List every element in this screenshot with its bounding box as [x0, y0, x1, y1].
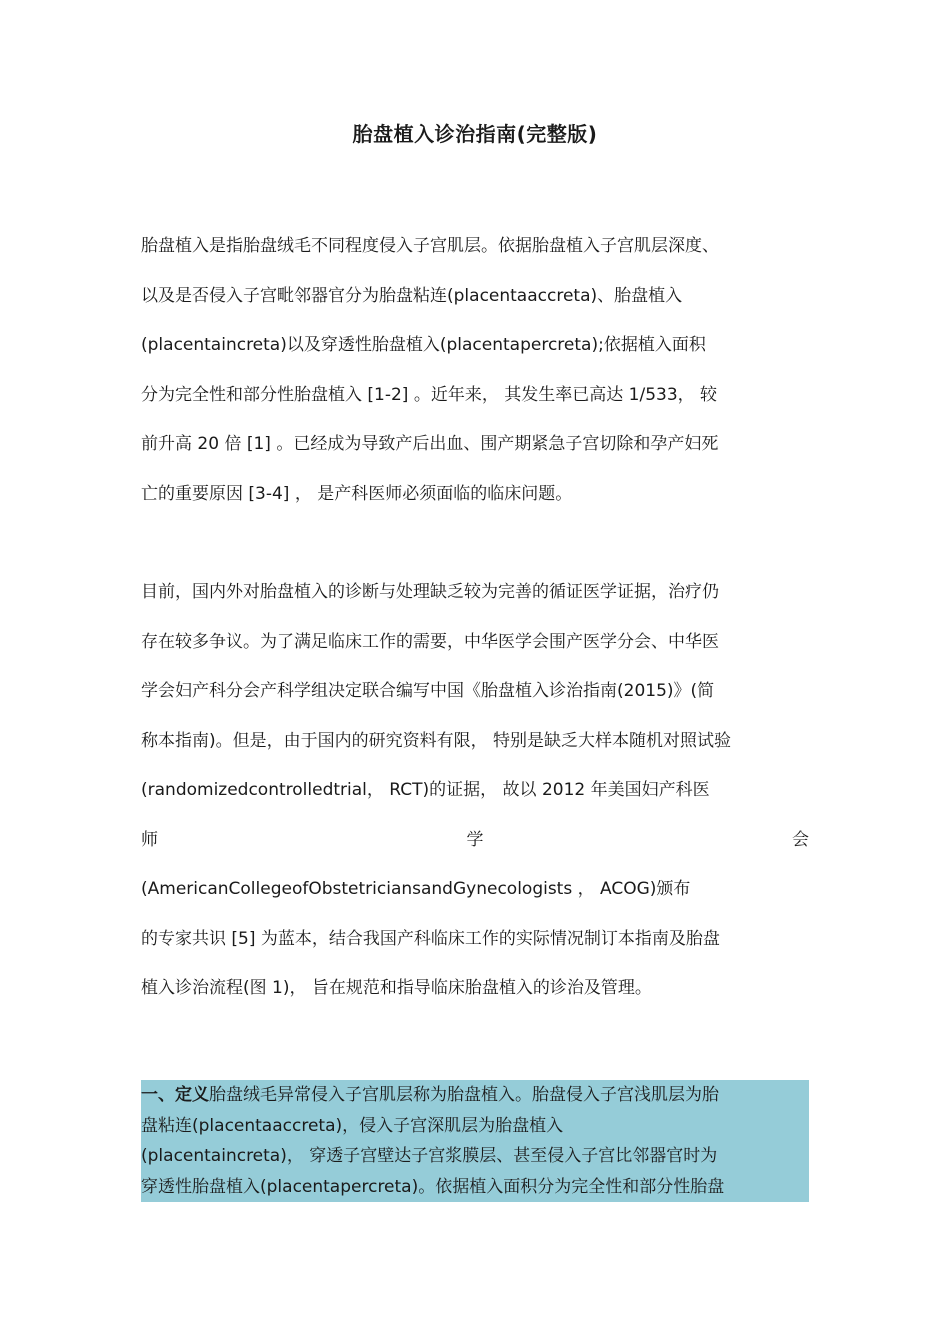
text-line: 胎盘植入是指胎盘绒毛不同程度侵入子宫肌层。依据胎盘植入子宫肌层深度、: [141, 236, 719, 256]
text-line: (placentaincreta)以及穿透性胎盘植入(placentapercreta);依据植入面积: [141, 335, 706, 355]
text-line: 前升高 20 倍 [1] 。已经成为导致产后出血、围产期紧急子宫切除和孕产妇死: [141, 434, 719, 454]
text-line: (placentaincreta)， 穿透子宫壁达子宫浆膜层、甚至侵入子宫比邻器官时为: [141, 1146, 718, 1166]
text-line: (randomizedcontrolledtrial， RCT)的证据， 故以 2012 年美国妇产科医: [141, 780, 710, 800]
text-line: 穿透性胎盘植入(placentapercreta)。依据植入面积分为完全性和部分性胎盘: [141, 1176, 725, 1197]
section-definition-highlight: [141, 1080, 809, 1202]
text-line: 存在较多争议。为了满足临床工作的需要，中华医学会围产医学分会、中华医: [141, 631, 719, 652]
text-line-justified: 师 学 会: [141, 829, 809, 850]
text-line: 目前，国内外对胎盘植入的诊断与处理缺乏较为完善的循证医学证据，治疗仍: [141, 582, 719, 602]
paragraph-background: [141, 568, 809, 1014]
section-heading: 一、定义: [141, 1085, 209, 1105]
text-line: (AmericanCollegeofObstetriciansandGynecologists ， ACOG)颁布: [141, 879, 691, 899]
paragraph-intro: [141, 222, 809, 519]
text-line: 亡的重要原因 [3-4] ， 是产科医师必须面临的临床问题。: [141, 483, 573, 504]
text-line: 学会妇产科分会产科学组决定联合编写中国《胎盘植入诊治指南(2015)》(简: [141, 681, 715, 701]
section-text: 胎盘绒毛异常侵入子宫肌层称为胎盘植入。胎盘侵入子宫浅肌层为胎: [209, 1085, 719, 1105]
text-line: 分为完全性和部分性胎盘植入 [1-2] 。近年来， 其发生率已高达 1/533， 较: [141, 384, 718, 405]
text-line: 植入诊治流程(图 1)， 旨在规范和指导临床胎盘植入的诊治及管理。: [141, 978, 652, 998]
text-line: 以及是否侵入子宫毗邻器官分为胎盘粘连(placentaaccreta)、胎盘植入: [141, 285, 683, 306]
text-line: 的专家共识 [5] 为蓝本，结合我国产科临床工作的实际情况制订本指南及胎盘: [141, 928, 720, 949]
document-title: 胎盘植入诊治指南(完整版): [352, 122, 598, 146]
text-line: 称本指南)。但是，由于国内的研究资料有限， 特别是缺乏大样本随机对照试验: [141, 730, 732, 751]
text-line: 盘粘连(placentaaccreta)，侵入子宫深肌层为胎盘植入: [141, 1115, 564, 1136]
text-line: [141, 1080, 809, 1111]
